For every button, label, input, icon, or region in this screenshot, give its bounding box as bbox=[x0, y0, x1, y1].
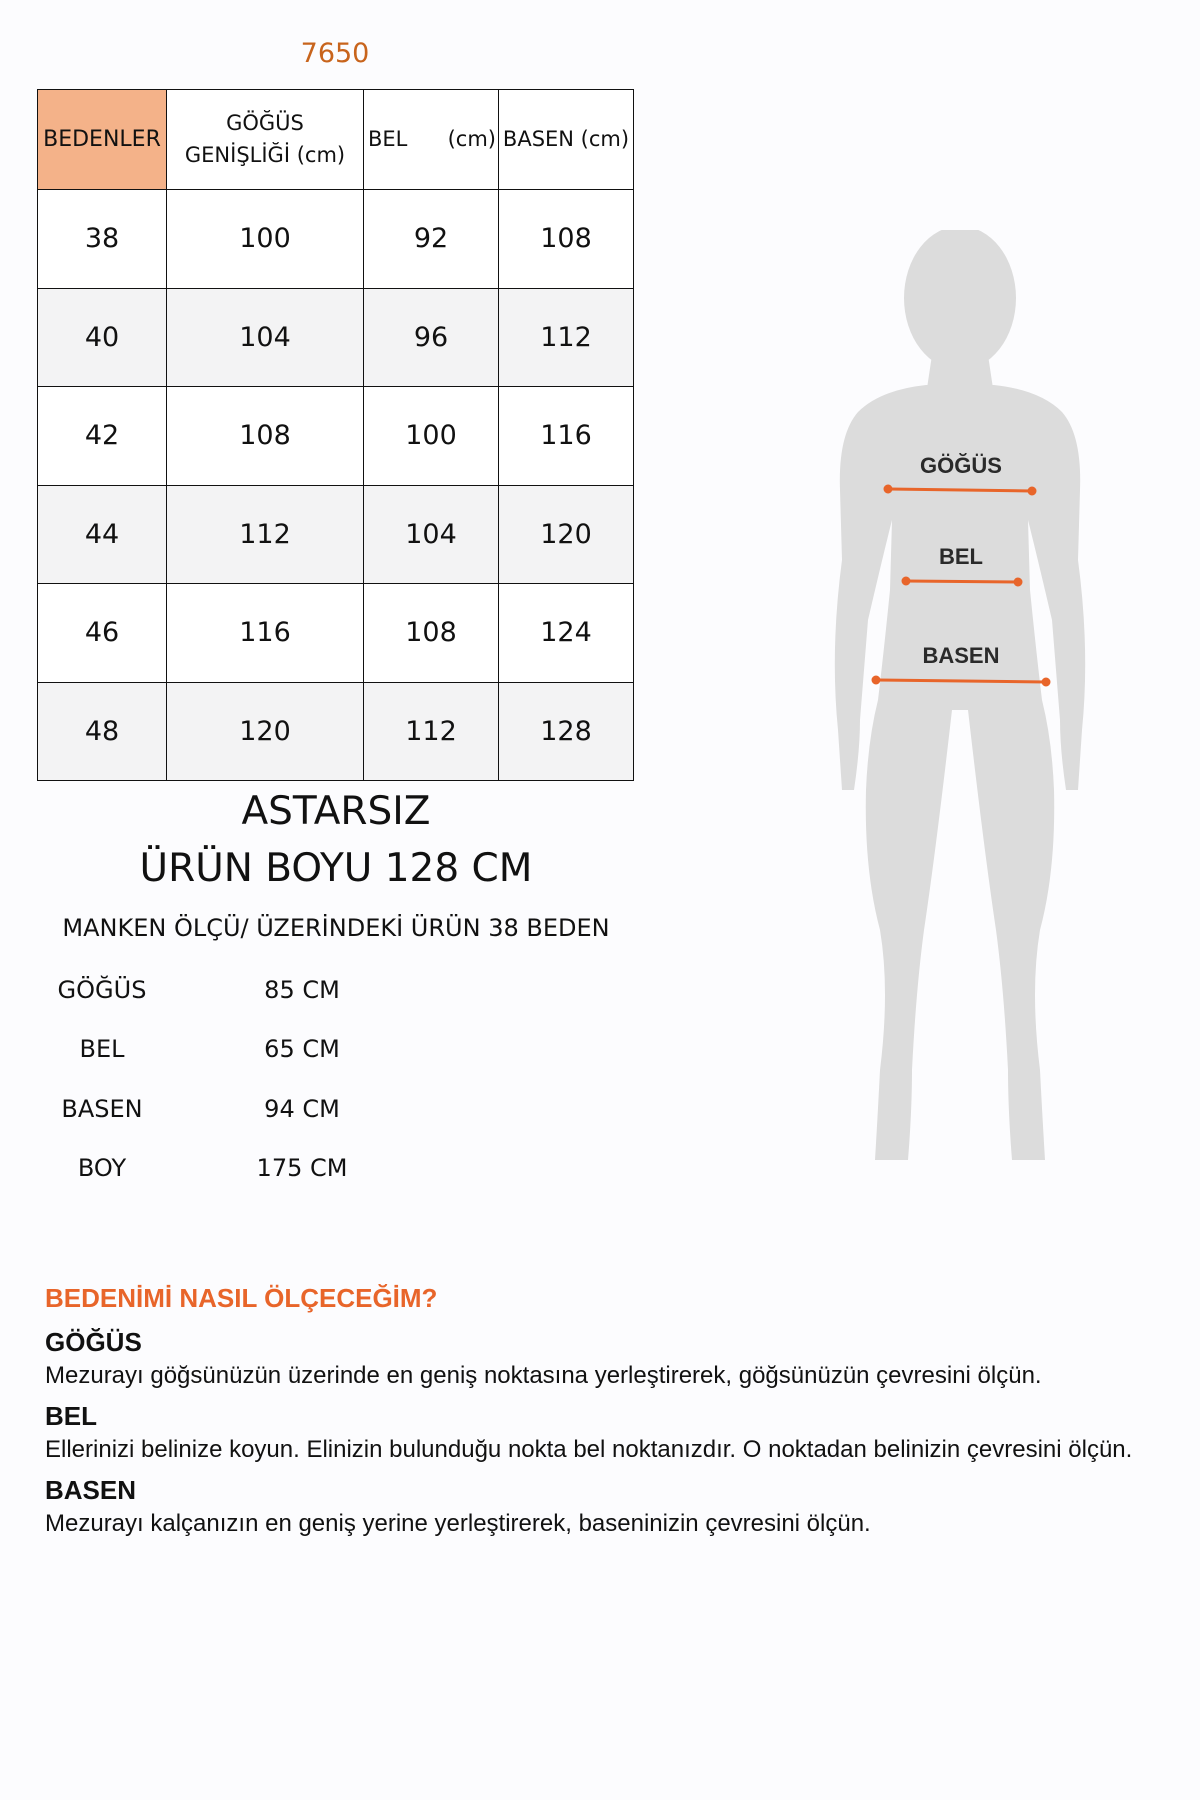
cell-size: 40 bbox=[38, 288, 167, 387]
figure-label-hip: BASEN bbox=[922, 643, 1000, 668]
guide-text-waist: Ellerinizi belinize koyun. Elinizin bulunduğu nokta bel noktanızdır. O noktadan belinizin çevresini ölçün. bbox=[45, 1436, 1133, 1463]
header-sizes: BEDENLER bbox=[38, 90, 167, 190]
table-row bbox=[38, 288, 634, 387]
header-chest bbox=[167, 90, 364, 190]
silhouette-shape bbox=[835, 230, 1085, 1160]
body-silhouette-illustration bbox=[820, 230, 1120, 1190]
cell-waist: 108 bbox=[364, 584, 499, 683]
header-chest-line2: GENİŞLİĞİ (cm) bbox=[184, 142, 346, 167]
model-measurement-value: 85 CM bbox=[264, 976, 340, 1004]
table-row bbox=[38, 190, 634, 289]
cell-hip: 116 bbox=[499, 387, 634, 486]
guide-text-hip: Mezurayı kalçanızın en geniş yerine yerleştirerek, baseninizin çevresini ölçün. bbox=[45, 1510, 871, 1537]
model-measurement-value: 65 CM bbox=[264, 1035, 340, 1063]
cell-waist: 104 bbox=[364, 485, 499, 584]
figure-label-chest: GÖĞÜS bbox=[920, 453, 1002, 478]
cell-chest: 104 bbox=[167, 288, 364, 387]
cell-waist: 112 bbox=[364, 682, 499, 781]
cell-chest: 100 bbox=[167, 190, 364, 289]
model-measurement-label: BASEN bbox=[61, 1095, 143, 1123]
guide-title: BEDENİMİ NASIL ÖLÇECEĞİM? bbox=[45, 1283, 438, 1313]
product-code: 7650 bbox=[300, 38, 370, 69]
cell-size: 48 bbox=[38, 682, 167, 781]
model-measurement-label: BOY bbox=[77, 1154, 127, 1182]
model-measurement-row bbox=[37, 1095, 437, 1135]
product-info bbox=[37, 783, 635, 897]
cell-size: 42 bbox=[38, 387, 167, 486]
cell-size: 38 bbox=[38, 190, 167, 289]
cell-chest: 120 bbox=[167, 682, 364, 781]
product-length-text: ÜRÜN BOYU 128 CM bbox=[139, 846, 533, 891]
chest-measure-dot bbox=[1029, 488, 1035, 494]
header-waist bbox=[364, 90, 499, 190]
cell-hip: 112 bbox=[499, 288, 634, 387]
model-measurement-label: GÖĞÜS bbox=[57, 976, 147, 1004]
cell-chest: 108 bbox=[167, 387, 364, 486]
header-waist-label: BEL bbox=[368, 126, 408, 151]
cell-hip: 108 bbox=[499, 190, 634, 289]
table-row bbox=[38, 485, 634, 584]
guide-heading-hip: BASEN bbox=[45, 1475, 137, 1505]
size-table-header-row bbox=[38, 90, 634, 190]
model-measurement-label: BEL bbox=[79, 1035, 125, 1063]
model-measurement-value: 175 CM bbox=[256, 1154, 348, 1182]
hip-measure-dot bbox=[873, 677, 879, 683]
guide-heading-chest: GÖĞÜS bbox=[45, 1327, 142, 1357]
cell-size: 46 bbox=[38, 584, 167, 683]
waist-measure-dot bbox=[1015, 579, 1021, 585]
header-chest-line1: GÖĞÜS bbox=[226, 111, 304, 135]
chest-measure-dot bbox=[885, 486, 891, 492]
lining-text: ASTARSIZ bbox=[241, 789, 431, 834]
cell-waist: 92 bbox=[364, 190, 499, 289]
header-waist-unit: (cm) bbox=[447, 126, 496, 151]
measuring-guide bbox=[45, 1283, 1165, 1546]
cell-waist: 100 bbox=[364, 387, 499, 486]
cell-size: 44 bbox=[38, 485, 167, 584]
cell-hip: 120 bbox=[499, 485, 634, 584]
model-measurement-row bbox=[37, 1035, 437, 1075]
cell-hip: 124 bbox=[499, 584, 634, 683]
model-measurement-value: 94 CM bbox=[264, 1095, 340, 1123]
waist-measure-line bbox=[906, 581, 1018, 582]
table-row bbox=[38, 682, 634, 781]
waist-measure-dot bbox=[903, 578, 909, 584]
cell-waist: 96 bbox=[364, 288, 499, 387]
hip-measure-line bbox=[876, 680, 1046, 682]
model-measurement-row bbox=[37, 1154, 437, 1194]
header-hip: BASEN (cm) bbox=[499, 90, 634, 190]
cell-chest: 116 bbox=[167, 584, 364, 683]
size-chart-table bbox=[37, 89, 634, 781]
model-measurements-title: MANKEN ÖLÇÜ/ ÜZERİNDEKİ ÜRÜN 38 BEDEN bbox=[62, 914, 610, 942]
guide-heading-waist: BEL bbox=[45, 1401, 97, 1431]
table-row bbox=[38, 387, 634, 486]
figure-label-waist: BEL bbox=[939, 544, 983, 569]
table-row bbox=[38, 584, 634, 683]
guide-text-chest: Mezurayı göğsünüzün üzerinde en geniş noktasına yerleştirerek, göğsünüzün çevresini ölçün. bbox=[45, 1362, 1042, 1389]
model-measurement-row bbox=[37, 976, 437, 1016]
cell-hip: 128 bbox=[499, 682, 634, 781]
chest-measure-line bbox=[888, 489, 1032, 491]
hip-measure-dot bbox=[1043, 679, 1049, 685]
cell-chest: 112 bbox=[167, 485, 364, 584]
